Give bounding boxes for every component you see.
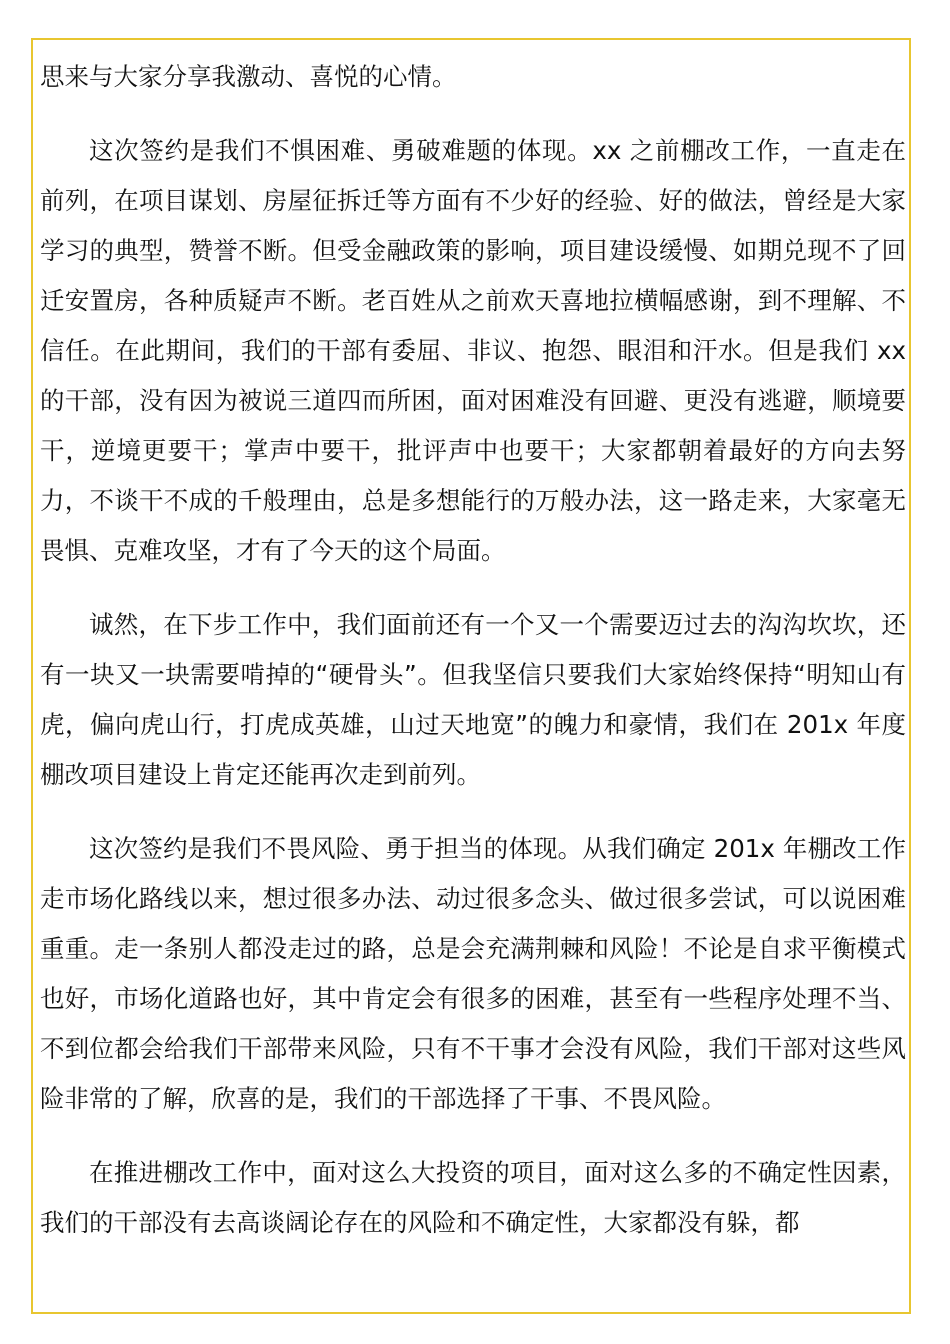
paragraph: 在推进棚改工作中，面对这么大投资的项目，面对这么多的不确定性因素，我们的干部没有去高谈阔论存在的风险和不确定性，大家都没有躲，都 <box>40 1158 906 1237</box>
paragraph: 诚然，在下步工作中，我们面前还有一个又一个需要迈过去的沟沟坎坎，还有一块又一块需要啃掉的“硬骨头”。但我坚信只要我们大家始终保持“明知山有虎，偏向虎山行，打虎成英雄，山过天地宽”的魄力和豪情，我们在 201x 年度棚改项目建设上肯定还能再次走到前列。 <box>40 610 906 789</box>
page-frame <box>31 38 911 1314</box>
paragraph-continued: 思来与大家分享我激动、喜悦的心情。 <box>40 62 457 91</box>
paragraph: 这次签约是我们不惧困难、勇破难题的体现。xx 之前棚改工作，一直走在前列，在项目谋划、房屋征拆迁等方面有不少好的经验、好的做法，曾经是大家学习的典型，赞誉不断。但受金融政策的影响，项目建设缓慢、如期兑现不了回迁安置房，各种质疑声不断。老百姓从之前欢天喜地拉横幅感谢，到不理解、不信任。在此期间，我们的干部有委屈、非议、抱怨、眼泪和汗水。但是我们 xx 的干部，没有因为被说三道四而所困，面对困难没有回避、更没有逃避，顺境要干，逆境更要干；掌声中要干，批评声中也要干；大家都朝着最好的方向去努力，不谈干不成的千般理由，总是多想能行的万般办法，这一路走来，大家毫无畏惧、克难攻坚，才有了今天的这个局面。 <box>40 136 906 565</box>
paragraph: 这次签约是我们不畏风险、勇于担当的体现。从我们确定 201x 年棚改工作走市场化路线以来，想过很多办法、动过很多念头、做过很多尝试，可以说困难重重。走一条别人都没走过的路，总是会充满荆棘和风险！不论是自求平衡模式也好，市场化道路也好，其中肯定会有很多的困难，甚至有一些程序处理不当、不到位都会给我们干部带来风险，只有不干事才会没有风险，我们干部对这些风险非常的了解，欣喜的是，我们的干部选择了干事、不畏风险。 <box>40 834 906 1113</box>
document-body <box>40 52 906 1248</box>
